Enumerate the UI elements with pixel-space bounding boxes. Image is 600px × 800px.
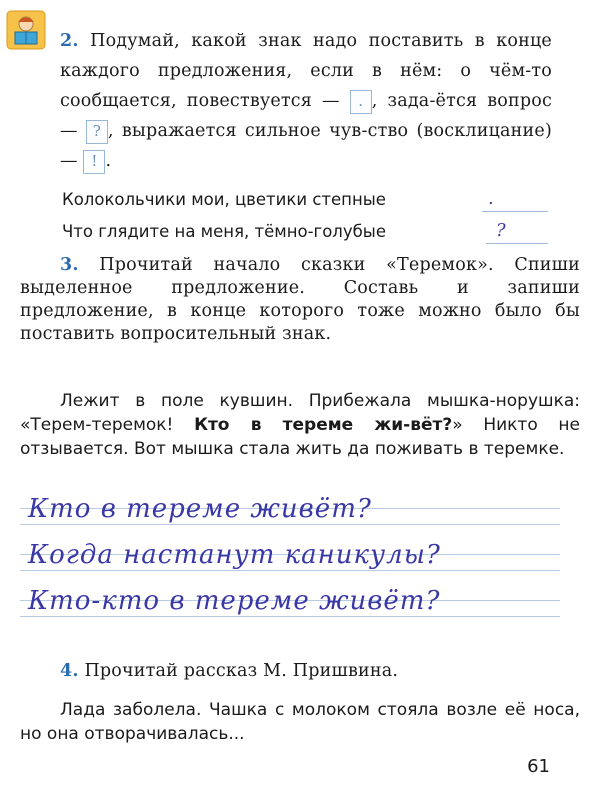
handwritten-answer: . (488, 188, 494, 209)
answer-line (486, 243, 548, 244)
writing-rule (20, 616, 560, 617)
story-text: Лежит в поле кувшин. Прибежала мышка-норушка: «Терем-теремок! (20, 391, 580, 435)
sign-box-period: . (350, 90, 372, 114)
task-number: 3. (60, 255, 79, 275)
handwritten-line: Кто в тереме живёт? (28, 494, 372, 524)
task-text: Прочитай начало сказки «Теремок». Спиши выделенное предложение. Составь и запиши предложение, в конце которого тоже можно было бы поставить вопросительный знак. (20, 255, 580, 344)
story-excerpt: Лада заболела. Чашка с молоком стояла возле её носа, но она отворачивалась... (20, 700, 580, 744)
sentence: Колокольчики мои, цветики степные (62, 190, 386, 209)
story-text: » Никто не отзывается. Вот мышка стала жить да поживать в теремке. (20, 415, 580, 459)
handwritten-line: Когда настанут каникулы? (28, 540, 441, 570)
sentence: Что глядите на меня, тёмно-голубые (62, 222, 386, 241)
highlighted-sentence: Кто в тереме жи-вёт? (194, 415, 453, 435)
writing-rule (20, 570, 560, 571)
task-text: Подумай, какой знак надо поставить в конце каждого предложения, если в нём: о чём-то сообщается, повествуется — (60, 31, 552, 111)
sign-box-exclamation: ! (83, 150, 105, 174)
task-text: , выражается сильное чув-ство (восклицание) — (60, 121, 552, 171)
task-3 (20, 254, 580, 346)
writing-rule (20, 524, 560, 525)
sign-box-question: ? (86, 120, 108, 144)
task-text: Прочитай рассказ М. Пришвина. (84, 661, 399, 681)
task-4 (20, 656, 580, 686)
task-number: 2. (60, 31, 79, 51)
reading-child-icon (6, 10, 46, 50)
answer-line (482, 211, 548, 212)
handwritten-line: Кто-кто в тереме живёт? (28, 586, 441, 616)
task-text: . (105, 151, 112, 171)
page-number: 61 (527, 756, 550, 777)
story-excerpt (20, 389, 580, 461)
task-number: 4. (60, 661, 79, 681)
task-text: , зада-ётся вопрос — (60, 91, 553, 141)
handwritten-answer: ? (496, 220, 506, 241)
task-2 (60, 26, 552, 176)
